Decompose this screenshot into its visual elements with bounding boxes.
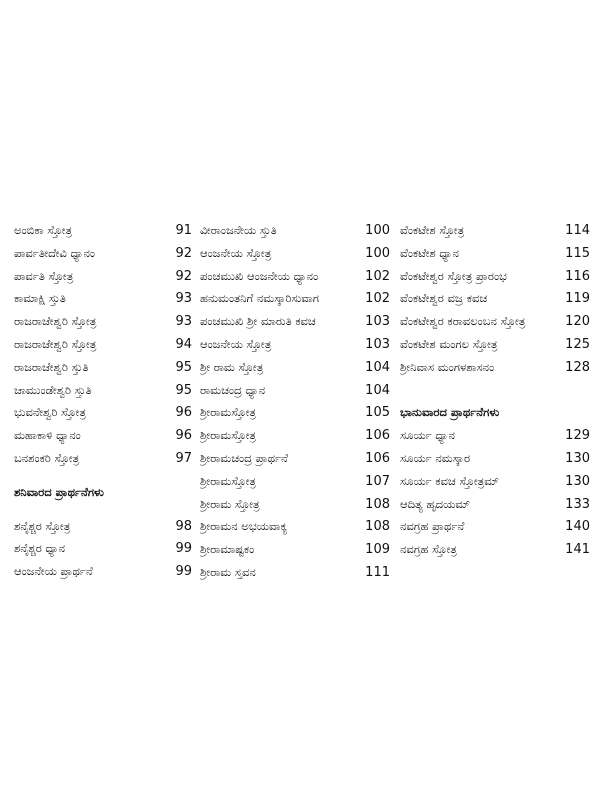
toc-entry-page-number: 108 (365, 519, 390, 535)
toc-entry-title: ರಾಜರಾಜೇಶ್ವರಿ ಸ್ತೋತ್ರ (14, 314, 97, 329)
toc-entry-page-number: 116 (565, 268, 590, 284)
toc-entry-title: ಹನುಮಂತನಿಗೆ ನಮಸ್ಕಾರಿಸುವಾಗ (200, 291, 319, 306)
toc-entry (200, 538, 390, 561)
toc-entry-title: ಆದಿತ್ಯ ಹೃದಯಮ್ (400, 496, 471, 511)
toc-entry (400, 219, 590, 242)
toc-entry (200, 424, 390, 447)
toc-entry-page-number: 93 (175, 291, 192, 307)
toc-entry (200, 219, 390, 242)
toc-entry-page-number: 128 (565, 359, 590, 375)
toc-entry-page-number: 108 (365, 496, 390, 512)
toc-entry-title: ವೆಂಕಟೇಶ್ವರ ವಜ್ರ ಕವಚ (400, 291, 488, 306)
toc-entry-page-number: 103 (365, 336, 390, 352)
toc-entry-page-number: 91 (175, 223, 192, 238)
toc-entry-page-number: 140 (565, 519, 590, 535)
toc-entry-page-number: 94 (175, 336, 192, 352)
toc-entry (14, 515, 192, 538)
toc-entry-page-number: 100 (365, 223, 390, 238)
toc-entry-page-number: 120 (565, 314, 590, 330)
toc-entry-title: ಶ್ರೀರಾಮಚಂದ್ರ ಪ್ರಾರ್ಥನೆ (200, 450, 288, 465)
toc-entry (14, 356, 192, 379)
toc-entry (14, 265, 192, 288)
toc-column-3 (400, 219, 590, 561)
toc-entry-title: ಶ್ರೀರಾಮಸ್ತೋತ್ರ (200, 428, 256, 443)
toc-entry-title: ಶ್ರೀರಾಮ ಸ್ತೋತ್ರ (200, 496, 260, 511)
toc-entry (400, 538, 590, 561)
toc-entry-page-number: 114 (565, 223, 590, 238)
toc-entry (400, 424, 590, 447)
toc-entry-title: ರಾಜರಾಜೇಶ್ವರಿ ಸ್ತೋತ್ರ (14, 336, 97, 351)
toc-entry (200, 356, 390, 379)
toc-entry-page-number: 130 (565, 450, 590, 466)
toc-entry-title: ನವಗ್ರಹ ಪ್ರಾರ್ಥನೆ (400, 519, 465, 534)
toc-entry-page-number: 119 (565, 291, 590, 307)
toc-entry-title: ಶ್ರೀರಾಮಾಷ್ಟಕಂ (200, 542, 255, 557)
toc-entry (14, 560, 192, 583)
toc-column-2 (200, 219, 390, 584)
toc-entry-page-number: 111 (365, 564, 390, 580)
toc-entry-page-number: 115 (565, 245, 590, 261)
toc-entry (200, 333, 390, 356)
toc-entry-page-number: 102 (365, 268, 390, 284)
toc-entry (200, 310, 390, 333)
toc-entry (200, 401, 390, 424)
toc-entry-title: ನವಗ್ರಹ ಸ್ತೋತ್ರ (400, 542, 457, 557)
toc-entry (200, 561, 390, 584)
toc-entry (400, 515, 590, 538)
toc-entry-title: ವೀರಾಂಜನೇಯ ಸ್ತುತಿ (200, 223, 277, 237)
toc-entry-title: ಮಹಾಕಾಳಿ ಧ್ಯಾನಂ (14, 428, 81, 443)
toc-entry-title: ಶನೈಶ್ಚರ ಸ್ತೋತ್ರ (14, 518, 71, 533)
toc-entry-page-number: 96 (175, 428, 192, 444)
toc-entry-page-number: 99 (175, 541, 192, 557)
section-spacer (14, 470, 192, 481)
toc-entry (200, 447, 390, 470)
toc-entry (200, 515, 390, 538)
toc-entry-page-number: 93 (175, 314, 192, 330)
toc-entry-page-number: 106 (365, 450, 390, 466)
toc-entry-page-number: 92 (175, 245, 192, 261)
toc-entry-title: ಬನಶಂಕರಿ ಸ್ತೋತ್ರ (14, 450, 80, 465)
toc-entry-page-number: 133 (565, 496, 590, 512)
toc-entry-title: ವೆಂಕಟೇಶ ಸ್ತೋತ್ರ (400, 223, 465, 237)
toc-entry (400, 265, 590, 288)
toc-entry-page-number: 100 (365, 245, 390, 261)
toc-entry (400, 310, 590, 333)
toc-column-1 (14, 219, 192, 583)
toc-entry (14, 447, 192, 470)
toc-entry (400, 287, 590, 310)
toc-entry-title: ಶ್ರೀ ರಾಮ ಸ್ತೋತ್ರ (200, 359, 264, 374)
toc-entry-page-number: 109 (365, 542, 390, 558)
toc-entry-title: ವೆಂಕಟೇಶ ಧ್ಯಾನ (400, 245, 459, 260)
toc-entry-title: ಪಂಚಮುಖಿ ಶ್ರೀ ಮಾರುತಿ ಕವಚ (200, 314, 316, 329)
toc-entry-title: ಪಾರ್ವತೀದೇವಿ ಧ್ಯಾನಂ (14, 245, 96, 260)
toc-entry-title: ಶ್ರೀರಾಮಸ್ತೋತ್ರ (200, 405, 256, 420)
toc-entry-title: ಶ್ರೀನಿವಾಸ ಮಂಗಳಶಾಸನಂ (400, 359, 495, 374)
toc-entry-page-number: 103 (365, 314, 390, 330)
toc-entry-title: ರಾಜರಾಜೇಶ್ವರಿ ಸ್ತುತಿ (14, 359, 89, 374)
toc-entry-page-number: 104 (365, 382, 390, 398)
toc-entry-page-number: 129 (565, 428, 590, 444)
toc-entry (14, 219, 192, 242)
toc-entry-title: ಕಾಮಾಕ್ಷಿ ಸ್ತುತಿ (14, 291, 66, 306)
toc-entry-title: ಸೂರ್ಯ ನಮಸ್ಕಾರ (400, 450, 471, 465)
toc-entry-title: ಸೂರ್ಯ ಧ್ಯಾನ (400, 428, 455, 443)
toc-entry-page-number: 102 (365, 291, 390, 307)
toc-entry-page-number: 99 (175, 564, 192, 580)
section-heading: ಭಾನುವಾರದ ಪ್ರಾರ್ಥನೆಗಳು (400, 405, 500, 420)
toc-entry (400, 242, 590, 265)
toc-entry-title: ಶ್ರೀರಾಮ ಸ್ತವನ (200, 564, 256, 579)
toc-entry-page-number: 95 (175, 382, 192, 398)
toc-entry (14, 537, 192, 560)
toc-entry (200, 265, 390, 288)
toc-entry-title: ವೆಂಕಟೇಶ್ವರ ಸ್ತೋತ್ರ ಪ್ರಾರಂಭ (400, 268, 507, 283)
toc-entry-page-number: 98 (175, 518, 192, 534)
toc-entry-page-number: 95 (175, 359, 192, 375)
toc-entry-title: ಶ್ರೀರಾಮಸ್ತೋತ್ರ (200, 473, 256, 488)
section-heading: ಶನಿವಾರದ ಪ್ರಾರ್ಥನೆಗಳು (14, 484, 104, 499)
toc-entry-title: ರಾಮಚಂದ್ರ ಧ್ಯಾನ (200, 382, 266, 397)
toc-entry (14, 310, 192, 333)
toc-entry-title: ಆಂಜನೇಯ ಸ್ತೋತ್ರ (200, 336, 272, 351)
toc-entry (400, 493, 590, 516)
toc-entry (400, 470, 590, 493)
toc-entry-page-number: 104 (365, 359, 390, 375)
toc-entry-page-number: 105 (365, 405, 390, 421)
toc-entry-title: ಸೂರ್ಯ ಕವಚ ಸ್ತೋತ್ರಮ್ (400, 473, 499, 488)
section-spacer (14, 504, 192, 515)
toc-entry-title: ವೆಂಕಟೇಶ ಮಂಗಲ ಸ್ತೋತ್ರ (400, 336, 498, 351)
toc-entry-title: ಭುವನೇಶ್ವರಿ ಸ್ತೋತ್ರ (14, 405, 86, 420)
toc-entry (14, 401, 192, 424)
toc-entry (14, 424, 192, 447)
toc-entry (14, 242, 192, 265)
toc-entry-title: ಆಂಜನೇಯ ಸ್ತೋತ್ರ (200, 245, 272, 260)
toc-entry-title: ಅಂಬಿಕಾ ಸ್ತೋತ್ರ (14, 223, 73, 237)
toc-entry-page-number: 130 (565, 473, 590, 489)
toc-entry-page-number: 141 (565, 542, 590, 558)
toc-entry-title: ಆಂಜನೇಯ ಪ್ರಾರ್ಥನೆ (14, 564, 93, 579)
toc-entry-title: ಪಂಚಮುಖಿ ಆಂಜನೇಯ ಧ್ಯಾನಂ (200, 268, 319, 283)
toc-entry-title: ಚಾಮುಂಡೇಶ್ವರಿ ಸ್ತುತಿ (14, 382, 92, 397)
toc-entry (14, 287, 192, 310)
toc-entry-page-number: 92 (175, 268, 192, 284)
toc-entry (14, 333, 192, 356)
toc-entry (200, 379, 390, 402)
toc-entry (400, 356, 590, 379)
toc-entry-title: ಪಾರ್ವತಿ ಸ್ತೋತ್ರ (14, 268, 74, 283)
toc-entry-title: ಶನೈಶ್ಚರ ಧ್ಯಾನ (14, 541, 66, 556)
toc-entry (200, 242, 390, 265)
toc-entry (200, 470, 390, 493)
toc-entry (200, 287, 390, 310)
section-spacer (400, 379, 590, 402)
toc-entry (14, 379, 192, 402)
toc-entry (200, 493, 390, 516)
toc-entry (400, 447, 590, 470)
toc-entry-page-number: 97 (175, 450, 192, 466)
toc-entry-page-number: 125 (565, 336, 590, 352)
toc-entry-page-number: 96 (175, 405, 192, 421)
toc-entry-page-number: 106 (365, 428, 390, 444)
toc-entry (400, 333, 590, 356)
toc-entry-title: ಶ್ರೀರಾಮನ ಅಭಯವಾಕ್ಯ (200, 519, 288, 534)
toc-entry-page-number: 107 (365, 473, 390, 489)
toc-entry-title: ವೆಂಕಟೇಶ್ವರ ಕರಾವಲಂಬನ ಸ್ತೋತ್ರ (400, 314, 526, 329)
